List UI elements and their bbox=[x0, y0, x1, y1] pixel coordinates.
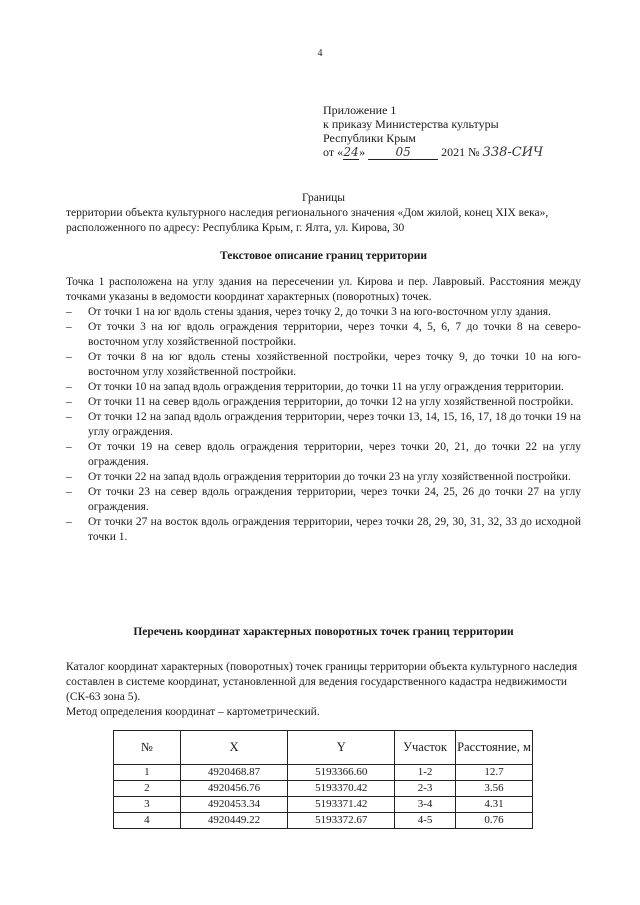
date-day: 24 bbox=[343, 145, 359, 159]
cell-x: 4920456.76 bbox=[180, 781, 288, 797]
cell-y: 5193371.42 bbox=[288, 797, 395, 813]
header-distance: Расстояние, м bbox=[456, 731, 533, 765]
list-item: – От точки 10 на запад вдоль ограждения территории, до точки 11 на углу ограждения территории. bbox=[66, 381, 564, 393]
date-prefix: от « bbox=[323, 145, 344, 159]
date-year: 2021 № bbox=[441, 145, 480, 159]
cell-segment: 3-4 bbox=[395, 797, 456, 813]
list-item: – От точки 27 на восток вдоль ограждения территории, через точки 28, 29, 30, 31, 32, 33 до исходной точки 1. bbox=[66, 516, 581, 543]
dash-marker: – bbox=[66, 396, 72, 408]
appendix-header bbox=[323, 103, 583, 160]
date-mid: » bbox=[359, 145, 366, 159]
boundary-description-list bbox=[66, 305, 581, 545]
cell-y: 5193372.67 bbox=[288, 813, 395, 829]
list-item: – От точки 23 на север вдоль ограждения территории, через точки 24, 25, 26 до точки 27 на углу ограждения. bbox=[66, 486, 581, 513]
cell-x: 4920468.87 bbox=[180, 765, 288, 781]
method-description: Метод определения координат – картометрический. bbox=[66, 706, 320, 718]
cell-x: 4920453.34 bbox=[180, 797, 288, 813]
cell-number: 1 bbox=[114, 765, 181, 781]
document-heading bbox=[66, 191, 581, 236]
table-row bbox=[114, 797, 533, 813]
cell-distance: 0.76 bbox=[456, 813, 533, 829]
text-description-intro: Точка 1 расположена на углу здания на пересечении ул. Кирова и пер. Лавровый. Расстояния между точками указаны в ведомости координат характерных (поворотных) точек. bbox=[66, 276, 581, 303]
cell-distance: 12.7 bbox=[456, 765, 533, 781]
header-segment: Участок bbox=[395, 731, 456, 765]
appendix-date-line bbox=[323, 145, 583, 160]
cell-x: 4920449.22 bbox=[180, 813, 288, 829]
appendix-title: Приложение 1 bbox=[323, 103, 397, 117]
list-item: – От точки 22 на запад вдоль ограждения территории до точки 23 на углу хозяйственной постройки. bbox=[66, 471, 571, 483]
dash-marker: – bbox=[66, 411, 72, 423]
dash-marker: – bbox=[66, 486, 72, 498]
cell-segment: 1-2 bbox=[395, 765, 456, 781]
cell-distance: 3.56 bbox=[456, 781, 533, 797]
list-item: – От точки 12 на запад вдоль ограждения территории, через точки 13, 14, 15, 16, 17, 18 до точки 19 на углу ограждения. bbox=[66, 411, 581, 438]
page-number: 4 bbox=[317, 48, 323, 59]
dash-marker: – bbox=[66, 351, 72, 363]
list-item: – От точки 1 на юг вдоль стены здания, через точку 2, до точки 3 на юго-восточном углу здания. bbox=[66, 306, 551, 318]
dash-marker: – bbox=[66, 471, 72, 483]
list-item: – От точки 8 на юг вдоль стены хозяйственной постройки, через точку 9, до точки 10 на юго-восточном углу хозяйственной постройки. bbox=[66, 351, 581, 378]
header-number: № bbox=[114, 731, 181, 765]
appendix-ministry: Республики Крым bbox=[323, 131, 416, 145]
header-x: X bbox=[180, 731, 288, 765]
table-row bbox=[114, 765, 533, 781]
cell-number: 2 bbox=[114, 781, 181, 797]
text-description-title: Текстовое описание границ территории bbox=[219, 250, 428, 262]
header-y: Y bbox=[288, 731, 395, 765]
cell-number: 3 bbox=[114, 797, 181, 813]
cell-number: 4 bbox=[114, 813, 181, 829]
heading-title: Границы bbox=[302, 192, 345, 204]
dash-marker: – bbox=[66, 306, 72, 318]
list-item: – От точки 19 на север вдоль ограждения территории, через точки 20, 21, до точки 22 на углу ограждения. bbox=[66, 441, 581, 468]
appendix-order-ref: к приказу Министерства культуры bbox=[323, 117, 499, 131]
cell-y: 5193366.60 bbox=[288, 765, 395, 781]
list-item: – От точки 11 на север вдоль ограждения территории, до точки 12 на углу хозяйственной постройки. bbox=[66, 396, 574, 408]
dash-marker: – bbox=[66, 441, 72, 453]
cell-segment: 2-3 bbox=[395, 781, 456, 797]
cell-y: 5193370.42 bbox=[288, 781, 395, 797]
order-number-handwritten: 338-СИЧ bbox=[482, 145, 544, 160]
date-month: 05 bbox=[368, 145, 438, 160]
list-item: – От точки 3 на юг вдоль ограждения территории, через точки 4, 5, 6, 7 до точки 8 на северо-восточном углу хозяйственной постройки. bbox=[66, 321, 581, 348]
table-header-row bbox=[114, 731, 533, 765]
dash-marker: – bbox=[66, 516, 72, 528]
dash-marker: – bbox=[66, 381, 72, 393]
table-row bbox=[114, 781, 533, 797]
cell-segment: 4-5 bbox=[395, 813, 456, 829]
coordinates-title: Перечень координат характерных поворотных точек границ территории bbox=[133, 626, 514, 638]
cell-distance: 4.31 bbox=[456, 797, 533, 813]
table-row bbox=[114, 813, 533, 829]
heading-subtitle: территории объекта культурного наследия регионального значения «Дом жилой, конец XIX века», расположенного по адресу: Республика Крым, г. Ялта, ул. Кирова, 30 bbox=[66, 207, 549, 234]
dash-marker: – bbox=[66, 321, 72, 333]
coordinates-table bbox=[113, 730, 533, 829]
catalog-description: Каталог координат характерных (поворотных) точек границы территории объекта культурного наследия составлен в системе координат, установленной для ведения государственного кадастра недвижимости (СК-63 зона 5). bbox=[66, 661, 578, 703]
